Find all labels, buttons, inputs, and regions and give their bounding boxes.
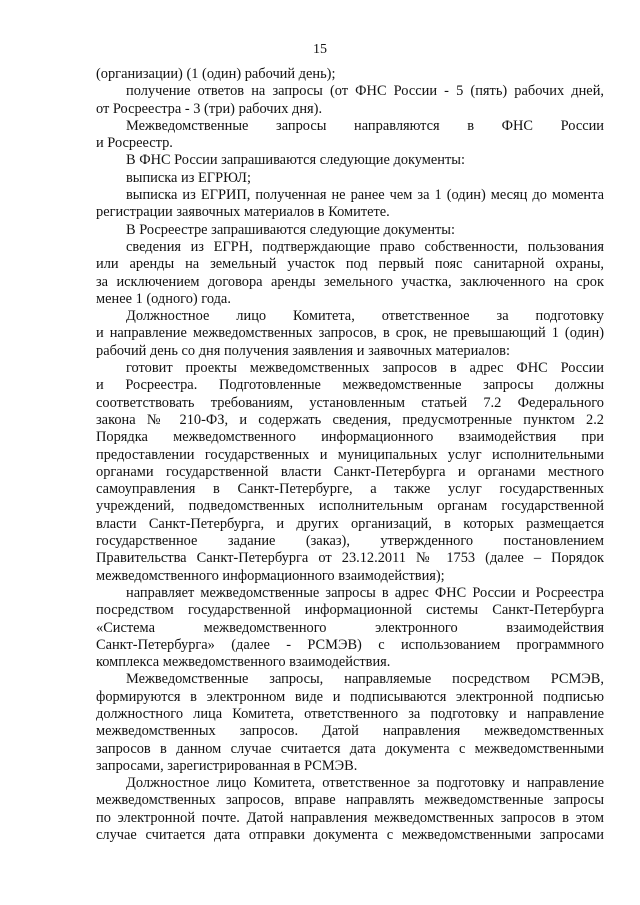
page-number: 15 bbox=[313, 42, 327, 57]
text-line: и Росреестр. bbox=[96, 135, 173, 152]
text-line: выписка из ЕГРИП, полученная не ранее чем за 1 (один) месяц до момента bbox=[126, 187, 604, 204]
text-line: получение ответов на запросы (от ФНС России - 5 (пять) рабочих дней, bbox=[126, 83, 604, 100]
text-line: Межведомственные запросы направляются в ФНС России bbox=[126, 117, 604, 134]
text-line: и направление межведомственных запросов, в срок, не превышающий 1 (один) bbox=[96, 325, 604, 342]
text-line: готовит проекты межведомственных запросов в адрес ФНС России bbox=[126, 360, 604, 377]
text-line: Санкт-Петербурга» (далее - РСМЭВ) с использованием программного bbox=[96, 636, 604, 653]
text-line: от Росреестра - 3 (три) рабочих дня). bbox=[96, 100, 323, 117]
body-text bbox=[96, 66, 604, 844]
text-line: сведения из ЕГРН, подтверждающие право собственности, пользования bbox=[126, 238, 604, 255]
text-line: Правительства Санкт-Петербурга от 23.12.2011 № 1753 (далее – Порядок bbox=[96, 550, 604, 567]
text-line: органами государственной власти Санкт-Петербурга и органами местного bbox=[96, 463, 604, 480]
text-line: В Росреестре запрашиваются следующие документы: bbox=[126, 221, 455, 238]
text-line: межведомственных запросов. Датой направления межведомственных bbox=[96, 723, 604, 740]
text-line: В ФНС России запрашиваются следующие документы: bbox=[126, 152, 465, 169]
text-line: Порядка межведомственного информационного взаимодействия при bbox=[96, 429, 604, 446]
text-line: Должностное лицо Комитета, ответственное за подготовку bbox=[126, 308, 604, 325]
text-line: предоставлении государственных и муниципальных услуг исполнительными bbox=[96, 446, 604, 463]
text-line: и Росреестра. Подготовленные межведомственные запросы должны bbox=[96, 377, 604, 394]
text-line: (организации) (1 (один) рабочий день); bbox=[96, 66, 336, 82]
text-line: государственное задание (заказ), утвержденного постановлением bbox=[96, 533, 604, 550]
text-line: межведомственных запросов, вправе направлять межведомственные запросы bbox=[96, 792, 604, 809]
text-line: формируются в электронном виде и подписываются электронной подписью bbox=[96, 688, 604, 705]
text-line: «Система межведомственного электронного взаимодействия bbox=[96, 619, 604, 636]
text-line: выписка из ЕГРЮЛ; bbox=[126, 169, 251, 186]
text-line: рабочий день со дня получения заявления и заявочных материалов: bbox=[96, 342, 510, 359]
text-line: власти Санкт-Петербурга, и других организаций, в которых размещается bbox=[96, 515, 604, 532]
text-line: менее 1 (одного) года. bbox=[96, 290, 231, 307]
text-line: по электронной почте. Датой направления межведомственных запросов в этом bbox=[96, 809, 604, 826]
text-line: запросов в данном случае считается дата документа с межведомственными bbox=[96, 740, 604, 757]
text-line: учреждений, подведомственных исполнительным органам государственной bbox=[96, 498, 604, 515]
text-line: или аренды на земельный участок под первый пояс санитарной охраны, bbox=[96, 256, 604, 273]
text-line: направляет межведомственные запросы в адрес ФНС России и Росреестра bbox=[126, 584, 604, 601]
text-line: запросами, зарегистрированная в РСМЭВ. bbox=[96, 757, 358, 774]
text-line: самоуправления в Санкт-Петербурге, а также услуг государственных bbox=[96, 481, 604, 498]
text-line: регистрации заявочных материалов в Комитете. bbox=[96, 204, 390, 221]
text-line: комплекса межведомственного взаимодействия. bbox=[96, 654, 391, 671]
text-line: Должностное лицо Комитета, ответственное за подготовку и направление bbox=[126, 775, 604, 792]
text-line: посредством государственной информационной системы Санкт-Петербурга bbox=[96, 602, 604, 619]
text-line: Межведомственные запросы, направляемые посредством РСМЭВ, bbox=[126, 671, 604, 688]
text-line: случае считается дата отправки документа с межведомственными запросами bbox=[96, 827, 604, 844]
text-line: должностного лица Комитета, ответственного за подготовку и направление bbox=[96, 705, 604, 722]
text-line: межведомственного информационного взаимодействия); bbox=[96, 567, 445, 584]
text-line: соответствовать требованиям, установленным статьей 7.2 Федерального bbox=[96, 394, 604, 411]
text-line: за исключением договора аренды земельного участка, заключенного на срок bbox=[96, 273, 604, 290]
text-line: закона № 210-ФЗ, и содержать сведения, предусмотренные пунктом 2.2 bbox=[96, 411, 604, 428]
